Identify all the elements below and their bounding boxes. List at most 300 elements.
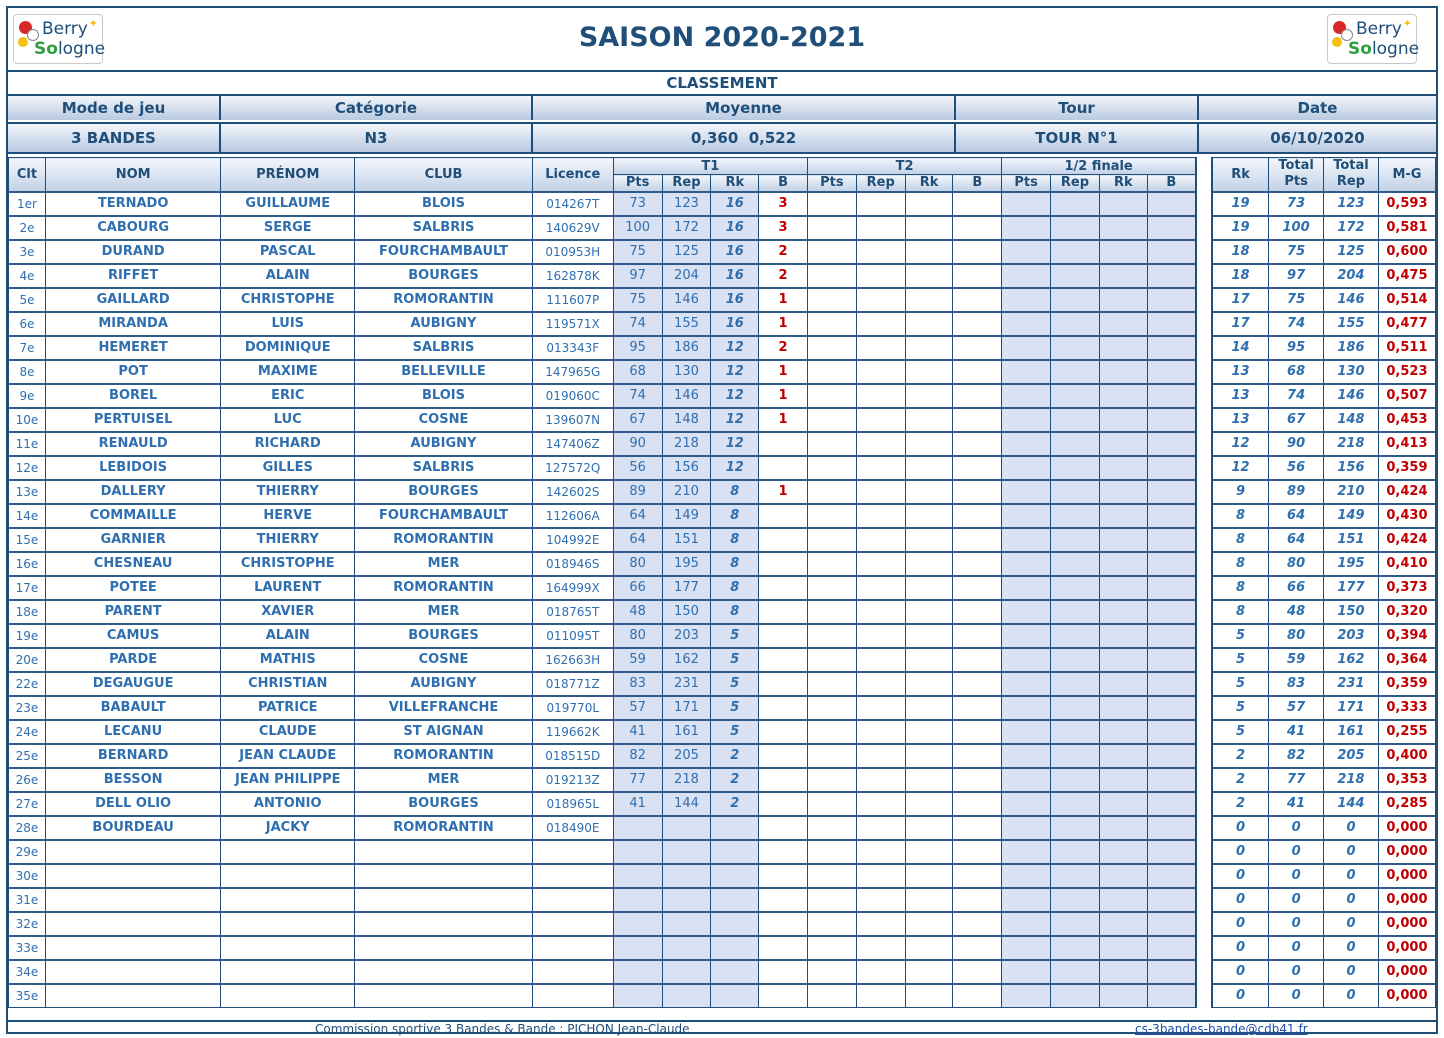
cell-t1-rep: 146 bbox=[662, 288, 711, 312]
cell-semi-rep bbox=[1051, 480, 1100, 504]
cell-t2-rep bbox=[856, 648, 905, 672]
cell-t2-rk bbox=[905, 360, 953, 384]
cell-t1-rep: 161 bbox=[662, 720, 711, 744]
group-semi: 1/2 finale bbox=[1002, 158, 1196, 175]
cell-licence: 119571X bbox=[532, 312, 613, 336]
cell-clt: 14e bbox=[9, 504, 46, 528]
cell-semi-rep bbox=[1051, 624, 1100, 648]
cell-semi-rep bbox=[1051, 336, 1100, 360]
table-row bbox=[9, 672, 1436, 696]
cell-t1-b: 1 bbox=[759, 312, 808, 336]
cell-t1-pts: 74 bbox=[613, 312, 662, 336]
cell-t1-rep: 172 bbox=[662, 216, 711, 240]
cell-prenom: MATHIS bbox=[221, 648, 355, 672]
cell-nom: BOURDEAU bbox=[45, 816, 220, 840]
cell-semi-rep bbox=[1051, 360, 1100, 384]
cell-rk-total: 0 bbox=[1212, 960, 1269, 984]
cell-t1-rep: 155 bbox=[662, 312, 711, 336]
cell-semi-rk bbox=[1099, 960, 1147, 984]
cell-gap bbox=[1196, 912, 1212, 936]
cell-semi-rep bbox=[1051, 552, 1100, 576]
cell-t2-rk bbox=[905, 792, 953, 816]
cell-semi-b bbox=[1147, 504, 1196, 528]
cell-rk-total: 13 bbox=[1212, 408, 1269, 432]
cell-rk-total: 17 bbox=[1212, 312, 1269, 336]
cell-club bbox=[355, 840, 533, 864]
cell-total-pts: 41 bbox=[1269, 720, 1324, 744]
table-row bbox=[9, 432, 1436, 456]
cell-nom: PARDE bbox=[45, 648, 220, 672]
cell-licence: 019770L bbox=[532, 696, 613, 720]
cell-licence: 010953H bbox=[532, 240, 613, 264]
cell-t1-rep bbox=[662, 960, 711, 984]
cell-t2-rk bbox=[905, 336, 953, 360]
cell-prenom: GUILLAUME bbox=[221, 192, 355, 216]
cell-t2-rep bbox=[856, 792, 905, 816]
sparkle-icon: ✦ bbox=[1402, 17, 1412, 30]
cell-clt: 22e bbox=[9, 672, 46, 696]
cell-semi-rep bbox=[1051, 792, 1100, 816]
cell-licence: 139607N bbox=[532, 408, 613, 432]
cell-total-rep: 203 bbox=[1324, 624, 1379, 648]
cell-clt: 30e bbox=[9, 864, 46, 888]
cell-t2-pts bbox=[807, 552, 856, 576]
cell-t1-rk: 8 bbox=[711, 576, 759, 600]
cell-prenom bbox=[221, 936, 355, 960]
cell-t1-rk bbox=[711, 816, 759, 840]
cell-t1-rk: 12 bbox=[711, 336, 759, 360]
cell-semi-rk bbox=[1099, 504, 1147, 528]
cell-semi-rk bbox=[1099, 552, 1147, 576]
cell-semi-pts bbox=[1002, 840, 1051, 864]
cell-total-pts: 66 bbox=[1269, 576, 1324, 600]
cell-t2-b bbox=[953, 936, 1002, 960]
cell-rk-total: 18 bbox=[1212, 264, 1269, 288]
cell-t1-rep: 218 bbox=[662, 432, 711, 456]
cell-club: BOURGES bbox=[355, 480, 533, 504]
table-row bbox=[9, 336, 1436, 360]
cell-semi-rep bbox=[1051, 864, 1100, 888]
col-t1-pts: Pts bbox=[613, 175, 662, 192]
cell-semi-rk bbox=[1099, 984, 1147, 1008]
cell-gap bbox=[1196, 480, 1212, 504]
cell-t2-pts bbox=[807, 864, 856, 888]
cell-prenom: PATRICE bbox=[221, 696, 355, 720]
cell-t2-rk bbox=[905, 816, 953, 840]
cell-total-rep: 0 bbox=[1324, 912, 1379, 936]
cell-t1-pts: 74 bbox=[613, 384, 662, 408]
table-row bbox=[9, 216, 1436, 240]
cell-nom: RENAULD bbox=[45, 432, 220, 456]
cell-semi-pts bbox=[1002, 720, 1051, 744]
cell-t2-pts bbox=[807, 720, 856, 744]
cell-t2-rep bbox=[856, 408, 905, 432]
cell-nom: CHESNEAU bbox=[45, 552, 220, 576]
cell-licence: 142602S bbox=[532, 480, 613, 504]
cell-licence bbox=[532, 960, 613, 984]
info-header-tour: Tour bbox=[956, 96, 1199, 120]
cell-mg: 0,373 bbox=[1378, 576, 1435, 600]
cell-t1-rep: 210 bbox=[662, 480, 711, 504]
cell-total-rep: 0 bbox=[1324, 816, 1379, 840]
col-nom: NOM bbox=[45, 158, 220, 192]
cell-total-rep: 231 bbox=[1324, 672, 1379, 696]
cell-nom: HEMERET bbox=[45, 336, 220, 360]
cell-t1-rep bbox=[662, 936, 711, 960]
cell-club: ROMORANTIN bbox=[355, 288, 533, 312]
cell-total-rep: 177 bbox=[1324, 576, 1379, 600]
cell-mg: 0,000 bbox=[1378, 888, 1435, 912]
cell-clt: 17e bbox=[9, 576, 46, 600]
cell-semi-b bbox=[1147, 624, 1196, 648]
cell-t2-b bbox=[953, 528, 1002, 552]
cell-total-rep: 146 bbox=[1324, 288, 1379, 312]
col-total-rep: Total Rep bbox=[1324, 158, 1379, 192]
cell-semi-rk bbox=[1099, 264, 1147, 288]
cell-rk-total: 9 bbox=[1212, 480, 1269, 504]
info-header-row bbox=[8, 94, 1436, 120]
footer-email-link[interactable]: cs-3bandes-bande@cdb41.fr bbox=[1135, 1022, 1308, 1036]
cell-prenom: ERIC bbox=[221, 384, 355, 408]
cell-t2-rk bbox=[905, 576, 953, 600]
cell-t2-rep bbox=[856, 840, 905, 864]
cell-t1-rk: 2 bbox=[711, 744, 759, 768]
cell-nom: CABOURG bbox=[45, 216, 220, 240]
cell-t1-rk: 8 bbox=[711, 600, 759, 624]
cell-licence: 162663H bbox=[532, 648, 613, 672]
cell-t2-pts bbox=[807, 840, 856, 864]
cell-t2-rk bbox=[905, 984, 953, 1008]
cell-gap bbox=[1196, 432, 1212, 456]
cell-semi-rep bbox=[1051, 816, 1100, 840]
cell-t1-rep: 149 bbox=[662, 504, 711, 528]
cell-semi-b bbox=[1147, 600, 1196, 624]
cell-clt: 29e bbox=[9, 840, 46, 864]
cell-licence: 018965L bbox=[532, 792, 613, 816]
cell-semi-pts bbox=[1002, 912, 1051, 936]
cell-rk-total: 8 bbox=[1212, 600, 1269, 624]
cell-total-pts: 67 bbox=[1269, 408, 1324, 432]
cell-semi-rk bbox=[1099, 312, 1147, 336]
cell-t2-rep bbox=[856, 360, 905, 384]
cell-t1-rep: 231 bbox=[662, 672, 711, 696]
cell-t1-rk: 12 bbox=[711, 408, 759, 432]
cell-total-rep: 0 bbox=[1324, 936, 1379, 960]
cell-semi-pts bbox=[1002, 744, 1051, 768]
cell-t1-b bbox=[759, 552, 808, 576]
cell-t2-pts bbox=[807, 936, 856, 960]
cell-t1-b bbox=[759, 720, 808, 744]
table-row bbox=[9, 888, 1436, 912]
cell-t1-b bbox=[759, 816, 808, 840]
table-row bbox=[9, 456, 1436, 480]
cell-t1-b bbox=[759, 600, 808, 624]
cell-rk-total: 5 bbox=[1212, 696, 1269, 720]
table-row bbox=[9, 312, 1436, 336]
table-row bbox=[9, 552, 1436, 576]
cell-t1-pts: 73 bbox=[613, 192, 662, 216]
cell-club: SALBRIS bbox=[355, 216, 533, 240]
cell-semi-rk bbox=[1099, 792, 1147, 816]
cell-nom: POT bbox=[45, 360, 220, 384]
cell-rk-total: 0 bbox=[1212, 816, 1269, 840]
cell-total-pts: 68 bbox=[1269, 360, 1324, 384]
cell-semi-rep bbox=[1051, 456, 1100, 480]
cell-t2-b bbox=[953, 720, 1002, 744]
cell-t2-b bbox=[953, 696, 1002, 720]
cell-semi-rep bbox=[1051, 768, 1100, 792]
cell-t1-rep: 195 bbox=[662, 552, 711, 576]
cell-t1-rk bbox=[711, 984, 759, 1008]
cell-total-pts: 0 bbox=[1269, 816, 1324, 840]
cell-gap bbox=[1196, 888, 1212, 912]
cell-nom: TERNADO bbox=[45, 192, 220, 216]
cell-gap bbox=[1196, 240, 1212, 264]
cell-total-rep: 0 bbox=[1324, 864, 1379, 888]
cell-semi-pts bbox=[1002, 480, 1051, 504]
cell-semi-rk bbox=[1099, 936, 1147, 960]
cell-nom bbox=[45, 960, 220, 984]
cell-gap bbox=[1196, 936, 1212, 960]
cell-licence: 127572Q bbox=[532, 456, 613, 480]
cell-licence: 018946S bbox=[532, 552, 613, 576]
cell-t1-rk: 16 bbox=[711, 288, 759, 312]
cell-mg: 0,410 bbox=[1378, 552, 1435, 576]
cell-t2-pts bbox=[807, 312, 856, 336]
cell-t2-rk bbox=[905, 600, 953, 624]
cell-semi-pts bbox=[1002, 600, 1051, 624]
cell-gap bbox=[1196, 720, 1212, 744]
cell-t1-b bbox=[759, 648, 808, 672]
cell-clt: 3e bbox=[9, 240, 46, 264]
cell-t1-rep: 123 bbox=[662, 192, 711, 216]
cell-t1-rep: 146 bbox=[662, 384, 711, 408]
group-t1: T1 bbox=[613, 158, 807, 175]
cell-club: ROMORANTIN bbox=[355, 816, 533, 840]
cell-t1-pts: 41 bbox=[613, 792, 662, 816]
cell-semi-rk bbox=[1099, 432, 1147, 456]
cell-semi-rk bbox=[1099, 384, 1147, 408]
cell-t2-rep bbox=[856, 336, 905, 360]
cell-club: MER bbox=[355, 600, 533, 624]
cell-gap bbox=[1196, 288, 1212, 312]
cell-licence: 111607P bbox=[532, 288, 613, 312]
cell-semi-pts bbox=[1002, 384, 1051, 408]
cell-t2-rk bbox=[905, 408, 953, 432]
cell-nom: LEBIDOIS bbox=[45, 456, 220, 480]
cell-nom bbox=[45, 912, 220, 936]
cell-total-rep: 205 bbox=[1324, 744, 1379, 768]
cell-t1-rep: 156 bbox=[662, 456, 711, 480]
cell-semi-b bbox=[1147, 888, 1196, 912]
cell-semi-rep bbox=[1051, 960, 1100, 984]
cell-gap bbox=[1196, 528, 1212, 552]
cell-t1-b bbox=[759, 960, 808, 984]
cell-total-pts: 90 bbox=[1269, 432, 1324, 456]
cell-gap bbox=[1196, 336, 1212, 360]
cell-t1-rk: 5 bbox=[711, 648, 759, 672]
cell-t1-b bbox=[759, 984, 808, 1008]
cell-mg: 0,255 bbox=[1378, 720, 1435, 744]
cell-nom: DELL OLIO bbox=[45, 792, 220, 816]
cell-total-pts: 59 bbox=[1269, 648, 1324, 672]
cell-t2-pts bbox=[807, 360, 856, 384]
cell-t2-pts bbox=[807, 576, 856, 600]
cell-club bbox=[355, 912, 533, 936]
cell-licence bbox=[532, 864, 613, 888]
cell-total-rep: 149 bbox=[1324, 504, 1379, 528]
cell-clt: 27e bbox=[9, 792, 46, 816]
cell-t1-rep: 218 bbox=[662, 768, 711, 792]
cell-prenom: LAURENT bbox=[221, 576, 355, 600]
cell-nom: RIFFET bbox=[45, 264, 220, 288]
cell-total-pts: 0 bbox=[1269, 936, 1324, 960]
cell-total-pts: 82 bbox=[1269, 744, 1324, 768]
cell-club: SALBRIS bbox=[355, 336, 533, 360]
cell-mg: 0,507 bbox=[1378, 384, 1435, 408]
cell-gap bbox=[1196, 648, 1212, 672]
title-band bbox=[8, 8, 1436, 70]
cell-licence: 013343F bbox=[532, 336, 613, 360]
cell-semi-rk bbox=[1099, 696, 1147, 720]
cell-prenom: CHRISTOPHE bbox=[221, 288, 355, 312]
cell-prenom: PASCAL bbox=[221, 240, 355, 264]
cell-t1-pts bbox=[613, 912, 662, 936]
cell-t1-rk: 12 bbox=[711, 432, 759, 456]
cell-t2-rk bbox=[905, 912, 953, 936]
cell-t2-pts bbox=[807, 768, 856, 792]
cell-t2-b bbox=[953, 984, 1002, 1008]
cell-rk-total: 0 bbox=[1212, 912, 1269, 936]
cell-prenom: ALAIN bbox=[221, 624, 355, 648]
cell-prenom bbox=[221, 960, 355, 984]
cell-t1-b: 1 bbox=[759, 288, 808, 312]
cell-nom bbox=[45, 864, 220, 888]
cell-t2-rk bbox=[905, 240, 953, 264]
cell-mg: 0,364 bbox=[1378, 648, 1435, 672]
cell-club bbox=[355, 888, 533, 912]
cell-semi-rep bbox=[1051, 264, 1100, 288]
cell-semi-rep bbox=[1051, 408, 1100, 432]
cell-licence: 147406Z bbox=[532, 432, 613, 456]
cell-rk-total: 19 bbox=[1212, 192, 1269, 216]
cell-semi-rep bbox=[1051, 984, 1100, 1008]
cell-t2-rk bbox=[905, 552, 953, 576]
cell-t2-rep bbox=[856, 504, 905, 528]
cell-semi-rk bbox=[1099, 600, 1147, 624]
info-header-categorie: Catégorie bbox=[221, 96, 533, 120]
cell-licence: 018771Z bbox=[532, 672, 613, 696]
cell-t2-rk bbox=[905, 504, 953, 528]
cell-semi-pts bbox=[1002, 312, 1051, 336]
cell-semi-rk bbox=[1099, 480, 1147, 504]
cell-semi-b bbox=[1147, 720, 1196, 744]
cell-nom: BABAULT bbox=[45, 696, 220, 720]
info-value-date: 06/10/2020 bbox=[1199, 124, 1436, 152]
cell-club: SALBRIS bbox=[355, 456, 533, 480]
cell-semi-b bbox=[1147, 648, 1196, 672]
cell-total-rep: 162 bbox=[1324, 648, 1379, 672]
cell-semi-b bbox=[1147, 768, 1196, 792]
table-row bbox=[9, 720, 1436, 744]
logo-text-berry: Berry bbox=[42, 19, 88, 39]
cell-t2-rep bbox=[856, 720, 905, 744]
cell-clt: 26e bbox=[9, 768, 46, 792]
cell-rk-total: 2 bbox=[1212, 744, 1269, 768]
cell-t1-rep bbox=[662, 864, 711, 888]
cell-mg: 0,359 bbox=[1378, 456, 1435, 480]
cell-licence bbox=[532, 912, 613, 936]
cell-t1-b bbox=[759, 624, 808, 648]
cell-clt: 19e bbox=[9, 624, 46, 648]
cell-t1-pts: 95 bbox=[613, 336, 662, 360]
cell-prenom bbox=[221, 840, 355, 864]
cell-licence: 164999X bbox=[532, 576, 613, 600]
cell-t1-pts: 80 bbox=[613, 552, 662, 576]
cell-t1-rk: 8 bbox=[711, 552, 759, 576]
cell-t1-b bbox=[759, 912, 808, 936]
cell-t1-rep bbox=[662, 912, 711, 936]
cell-gap bbox=[1196, 504, 1212, 528]
cell-nom: DURAND bbox=[45, 240, 220, 264]
cell-t2-b bbox=[953, 480, 1002, 504]
cell-t2-rep bbox=[856, 600, 905, 624]
cell-t2-b bbox=[953, 888, 1002, 912]
cell-semi-pts bbox=[1002, 432, 1051, 456]
cell-t2-rk bbox=[905, 432, 953, 456]
cell-t1-pts bbox=[613, 840, 662, 864]
cell-prenom: JEAN CLAUDE bbox=[221, 744, 355, 768]
cell-t1-b: 1 bbox=[759, 384, 808, 408]
cell-t2-rk bbox=[905, 840, 953, 864]
cell-gap bbox=[1196, 840, 1212, 864]
cell-gap bbox=[1196, 600, 1212, 624]
cell-total-pts: 0 bbox=[1269, 864, 1324, 888]
cell-rk-total: 12 bbox=[1212, 456, 1269, 480]
cell-gap bbox=[1196, 264, 1212, 288]
cell-nom: CAMUS bbox=[45, 624, 220, 648]
cell-semi-b bbox=[1147, 696, 1196, 720]
cell-t2-b bbox=[953, 336, 1002, 360]
cell-semi-rep bbox=[1051, 840, 1100, 864]
table-row bbox=[9, 240, 1436, 264]
cell-semi-rep bbox=[1051, 672, 1100, 696]
cell-clt: 32e bbox=[9, 912, 46, 936]
cell-mg: 0,475 bbox=[1378, 264, 1435, 288]
cell-t1-rk: 8 bbox=[711, 504, 759, 528]
cell-licence: 018765T bbox=[532, 600, 613, 624]
cell-t2-b bbox=[953, 456, 1002, 480]
cell-gap bbox=[1196, 552, 1212, 576]
cell-semi-b bbox=[1147, 216, 1196, 240]
cell-mg: 0,413 bbox=[1378, 432, 1435, 456]
cell-prenom: THIERRY bbox=[221, 480, 355, 504]
cell-semi-b bbox=[1147, 552, 1196, 576]
section-title: CLASSEMENT bbox=[8, 70, 1436, 92]
col-t2-rk: Rk bbox=[905, 175, 953, 192]
table-row bbox=[9, 744, 1436, 768]
cell-semi-rk bbox=[1099, 840, 1147, 864]
cell-clt: 31e bbox=[9, 888, 46, 912]
cell-prenom: ALAIN bbox=[221, 264, 355, 288]
cell-t2-b bbox=[953, 432, 1002, 456]
col-rk-total: Rk bbox=[1212, 158, 1269, 192]
cell-mg: 0,477 bbox=[1378, 312, 1435, 336]
cell-semi-rep bbox=[1051, 192, 1100, 216]
cell-t2-b bbox=[953, 408, 1002, 432]
cell-total-rep: 123 bbox=[1324, 192, 1379, 216]
cell-t1-pts: 59 bbox=[613, 648, 662, 672]
